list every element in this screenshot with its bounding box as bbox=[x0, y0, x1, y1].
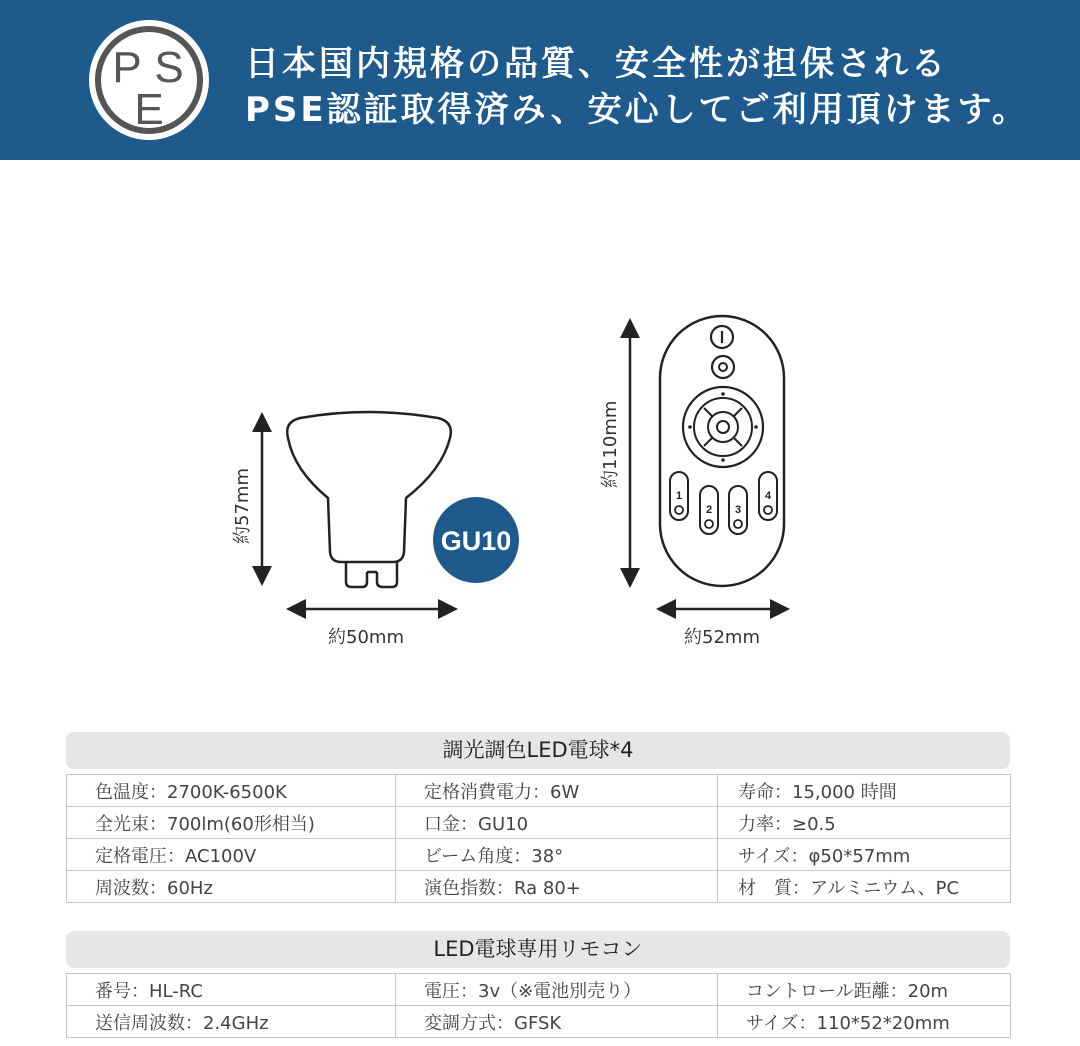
remote-button-4-label: 4 bbox=[764, 490, 772, 502]
bulb-height-label: 約57mm bbox=[232, 468, 253, 544]
gu10-badge-label: GU10 bbox=[440, 526, 512, 556]
pse-logo-letter-s: S bbox=[154, 43, 184, 92]
remote-spec-title: LED電球専用リモコン bbox=[66, 931, 1010, 968]
spec-cell: コントロール距離：20m bbox=[718, 974, 1011, 1006]
dimension-drawing bbox=[0, 300, 1080, 660]
banner-text bbox=[245, 40, 1029, 132]
spec-cell: 変調方式：GFSK bbox=[396, 1006, 718, 1038]
remote-width-label: 約52mm bbox=[684, 627, 760, 648]
pse-banner bbox=[0, 0, 1080, 160]
spec-cell: 定格電圧：AC100V bbox=[67, 839, 396, 871]
remote-spec-table bbox=[66, 973, 1011, 1038]
spec-cell: サイズ：φ50*57mm bbox=[718, 839, 1011, 871]
table-row bbox=[67, 839, 1011, 871]
spec-cell: 電圧：3v（※電池別売り） bbox=[396, 974, 718, 1006]
remote-button-3-label: 3 bbox=[734, 504, 742, 516]
spec-cell: 番号：HL-RC bbox=[67, 974, 396, 1006]
bulb-width-label: 約50mm bbox=[328, 627, 404, 648]
bulb-spec-title: 調光調色LED電球*4 bbox=[66, 732, 1010, 769]
spec-cell: 全光束：700lm(60形相当) bbox=[67, 807, 396, 839]
gu10-bulb-outline bbox=[287, 412, 451, 587]
spec-cell: 寿命：15,000 時間 bbox=[718, 775, 1011, 807]
spec-cell: サイズ：110*52*20mm bbox=[718, 1006, 1011, 1038]
spec-cell: 力率：≥0.5 bbox=[718, 807, 1011, 839]
pse-logo bbox=[87, 18, 211, 142]
spec-cell: 送信周波数：2.4GHz bbox=[67, 1006, 396, 1038]
table-row bbox=[67, 1006, 1011, 1038]
spec-cell: 色温度：2700K-6500K bbox=[67, 775, 396, 807]
banner-line-2: PSE認証取得済み、安心してご利用頂けます。 bbox=[245, 90, 1029, 130]
spec-cell: 演色指数：Ra 80+ bbox=[396, 871, 718, 903]
table-row bbox=[67, 775, 1011, 807]
spec-cell: 周波数：60Hz bbox=[67, 871, 396, 903]
pse-logo-letter-p: P bbox=[112, 43, 142, 92]
table-row bbox=[67, 871, 1011, 903]
dimension-diagram bbox=[0, 300, 1080, 660]
spec-cell: 口金：GU10 bbox=[396, 807, 718, 839]
bulb-spec-table bbox=[66, 774, 1011, 903]
table-row bbox=[67, 974, 1011, 1006]
remote-button-2-label: 2 bbox=[705, 504, 713, 516]
spec-cell: 材 質：アルミニウム、PC bbox=[718, 871, 1011, 903]
remote-height-label: 約110mm bbox=[600, 400, 621, 488]
remote-button-1-label: 1 bbox=[675, 490, 683, 502]
remote-outline bbox=[660, 316, 784, 586]
table-row bbox=[67, 807, 1011, 839]
spec-cell: 定格消費電力：6W bbox=[396, 775, 718, 807]
banner-line-1: 日本国内規格の品質、安全性が担保される bbox=[245, 44, 948, 84]
pse-logo-letter-e: E bbox=[134, 85, 164, 134]
spec-cell: ビーム角度：38° bbox=[396, 839, 718, 871]
